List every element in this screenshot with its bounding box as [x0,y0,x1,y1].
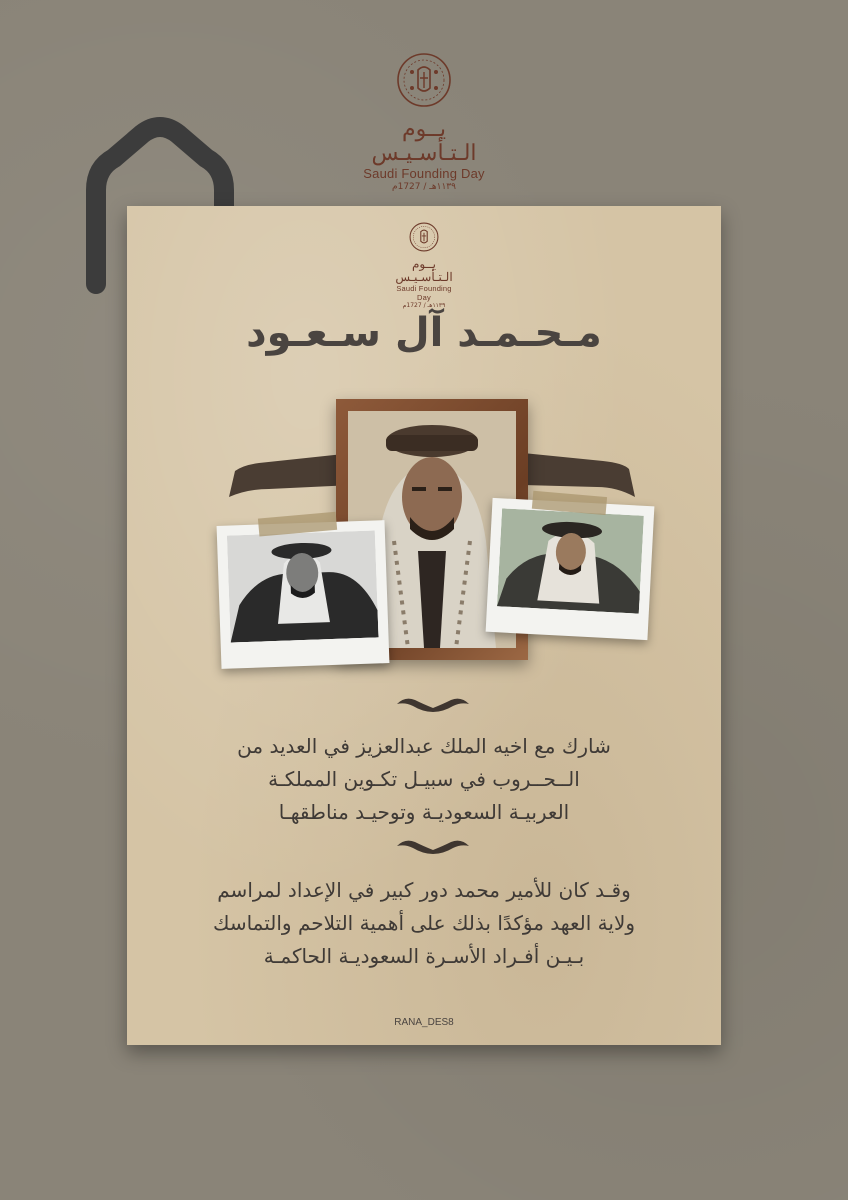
paragraph-biography-2 [187,874,661,973]
poster-logo-name-english: Saudi Founding Day [396,284,452,302]
founding-day-emblem-icon [409,222,439,252]
founding-day-emblem-icon [396,52,452,108]
ornament-divider-icon [395,694,471,714]
poster-card [127,206,721,1045]
paragraph-line: ولاية العهد مؤكدًا بذلك على أهمية التلاحم والتماسك [212,911,636,935]
logo-dates: ١١٣٩هـ / 1727م [392,182,456,192]
poster-founding-day-logo [389,222,459,310]
designer-credit: RANA_DES8 [394,1017,454,1028]
top-founding-day-logo [358,52,490,193]
poster-logo-name-arabic: يــوم الـتـأسـيـس [395,257,453,284]
paragraph-biography-1 [187,730,661,829]
polaroid-photo-right [486,498,655,640]
paragraph-line: شارك مع اخيه الملك عبدالعزيز في العديد من [237,734,611,758]
paragraph-line: الــحــروب في سبيـل تكـوين المملكـة [268,767,580,791]
ribbon-left [229,445,353,501]
poster-logo-dates: ١١٣٩هـ / 1727م [402,302,446,309]
logo-name-arabic: يــوم الـتـأسـيـس [371,117,477,166]
logo-name-english: Saudi Founding Day [363,166,485,181]
paragraph-line: وقـد كان للأمير محمد دور كبير في الإعداد لمراسم [217,878,631,902]
paragraph-line: العربيـة السعوديـة وتوحيـد مناطقهـا [278,800,570,824]
poster-title: مـحـمـد آل سـعـود [246,310,602,356]
polaroid-photo-left [217,520,390,669]
ornament-divider-icon [395,836,471,856]
portrait-bw-illustration [227,530,379,642]
paragraph-line: بـيـن أفـراد الأسـرة السعوديـة الحاكمـة [263,944,585,968]
portrait-color-illustration [497,508,644,613]
